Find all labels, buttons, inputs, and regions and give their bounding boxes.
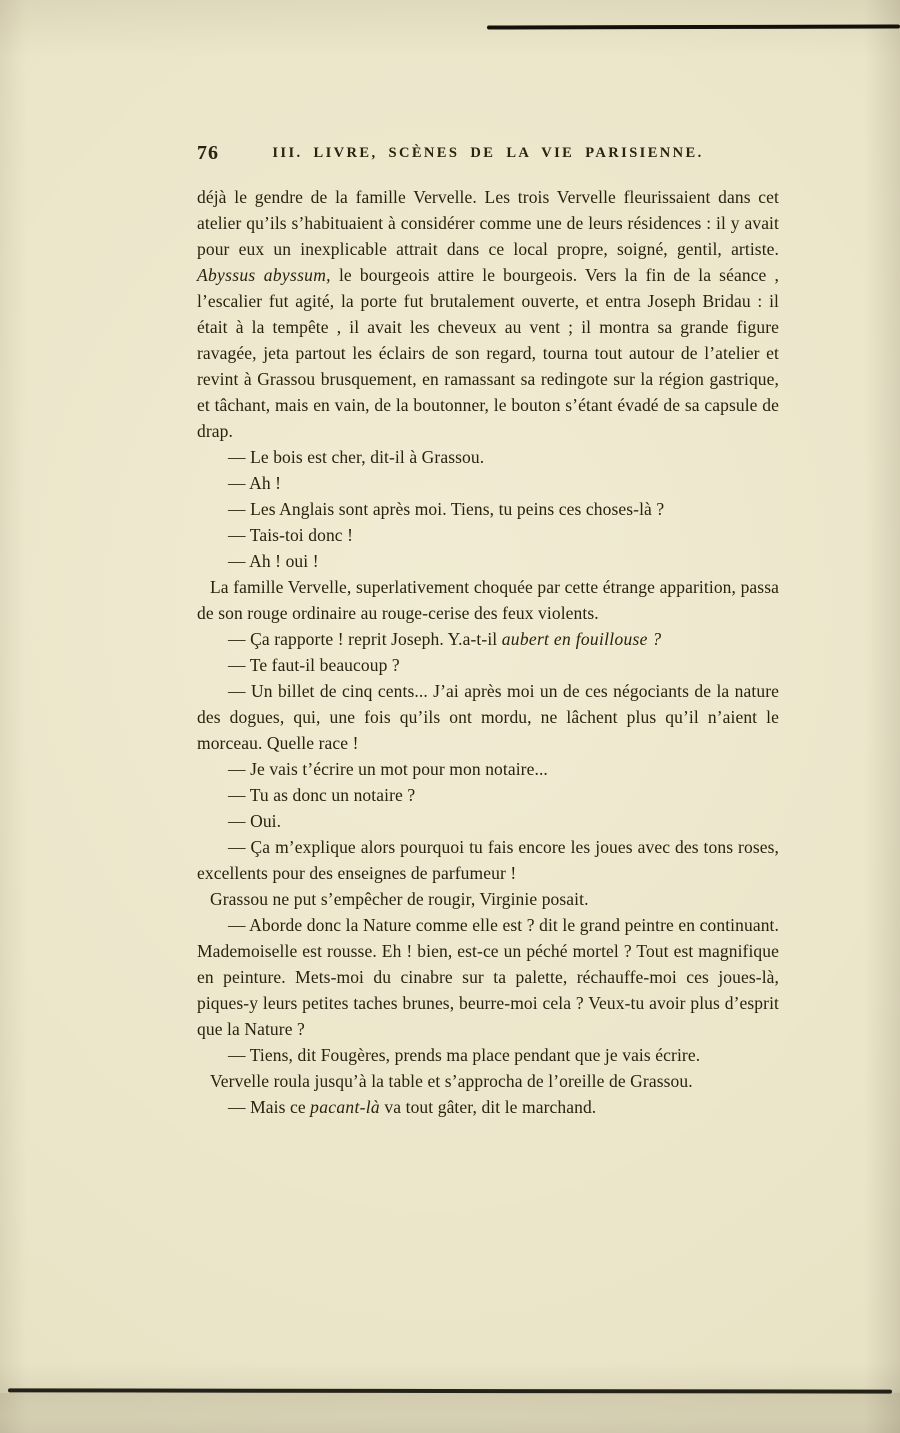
scan-edge-shadow-bottom	[0, 1393, 900, 1433]
paragraph: — Un billet de cinq cents... J’ai après moi un de ces négociants de la nature des dogues, qui, une fois qu’ils ont mordu, ne lâchent plus qu’il n’aient le morceau. Quelle race !	[197, 681, 779, 753]
text-run: déjà le gendre de la famille Vervelle. Les trois Vervelle fleurissaient dans cet atelier qu’ils s’habituaient à considérer comme une de leurs résidences : il y avait pour eux un inexplicable attrait dans ce local propre, soigné, gentil, artiste.	[197, 187, 779, 259]
italic-run: aubert en fouillouse ?	[501, 629, 662, 649]
paragraph	[197, 184, 779, 444]
text-run: — Mais ce	[228, 1097, 311, 1117]
text-run: — Ça rapporte ! reprit Joseph. Y.a-t-il	[228, 629, 502, 649]
page-number: 76	[197, 142, 219, 164]
paragraph: Grassou ne put s’empêcher de rougir, Virginie posait.	[210, 889, 589, 909]
paragraph: — Tais-toi donc !	[228, 525, 354, 545]
scan-edge-line-bottom	[8, 1388, 892, 1393]
page-text-column	[197, 142, 779, 1120]
paragraph: — Oui.	[228, 811, 282, 831]
paragraph: — Le bois est cher, dit-il à Grassou.	[228, 447, 485, 467]
paragraph: — Ça m’explique alors pourquoi tu fais encore les joues avec des tons roses, excellents pour des enseignes de parfumeur !	[197, 837, 779, 883]
text-run: va tout gâter, dit le marchand.	[379, 1097, 597, 1117]
paragraph: — Aborde donc la Nature comme elle est ? dit le grand peintre en continuant. Mademoiselle est rousse. Eh ! bien, est-ce un péché mortel ? Tout est magnifique en peinture. Mets-moi du cinabre sur ta palette, réchauffe-moi ces joues-là, piques-y leurs petites taches brunes, beurre-moi cela ? Veux-tu avoir plus d’esprit que la Nature ?	[197, 915, 779, 1039]
paragraph: — Ah !	[228, 473, 282, 493]
running-head	[197, 142, 779, 172]
paragraph: — Tu as donc un notaire ?	[228, 785, 416, 805]
paragraph: — Tiens, dit Fougères, prends ma place pendant que je vais écrire.	[228, 1045, 701, 1065]
running-header-title: III. LIVRE, SCÈNES DE LA VIE PARISIENNE.	[272, 145, 704, 161]
body-text	[197, 184, 779, 1120]
paragraph: — Te faut-il beaucoup ?	[228, 655, 400, 675]
paragraph: La famille Vervelle, superlativement choquée par cette étrange apparition, passa de son rouge ordinaire au rouge-cerise des feux violents.	[197, 577, 779, 623]
paragraph	[197, 626, 779, 652]
paragraph	[197, 1094, 779, 1120]
paragraph: Vervelle roula jusqu’à la table et s’approcha de l’oreille de Grassou.	[210, 1071, 693, 1091]
italic-run: Abyssus abyssum,	[197, 265, 331, 285]
paragraph: — Les Anglais sont après moi. Tiens, tu peins ces choses-là ?	[228, 499, 665, 519]
italic-run: pacant-là	[310, 1097, 380, 1117]
text-run: le bourgeois attire le bourgeois. Vers la fin de la séance , l’escalier fut agité, la porte fut brutalement ouverte, et entra Joseph Bridau : il était à la tempête , il avait les cheveux au vent ; il montra sa grande figure ravagée, jeta partout les éclairs de son regard, tourna tout autour de l’atelier et revint à Grassou brusquement, en ramassant sa redingote sur la région gastrique, et tâchant, mais en vain, de la boutonner, le bouton s’étant évadé de sa capsule de drap.	[197, 265, 779, 441]
scan-edge-line-top	[487, 24, 900, 29]
paragraph: — Ah ! oui !	[228, 551, 319, 571]
paragraph: — Je vais t’écrire un mot pour mon notaire...	[228, 759, 548, 779]
